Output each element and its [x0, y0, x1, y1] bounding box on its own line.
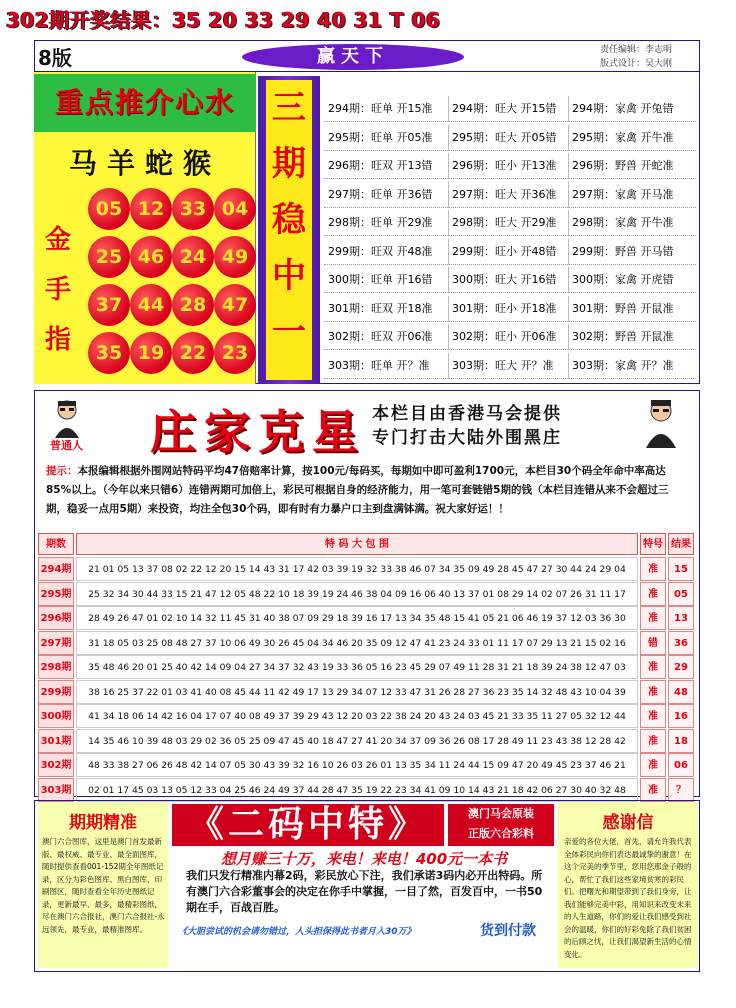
- history-cell: 301期：旺小 开18准: [452, 301, 557, 315]
- grid-row: [38, 631, 694, 655]
- number-ball: 46: [130, 236, 172, 278]
- number-ball: 05: [88, 188, 130, 230]
- history-row: [324, 210, 696, 236]
- grid-row: [38, 606, 694, 630]
- history-cell: 297期：旺大 开36准: [452, 187, 557, 201]
- hint-text: 本报编辑根据外围网站特码平均47倍赔率计算，按100元/每码买，每期如中即可盈利1700元，本栏目30个码全年命中率高达85%以上。（今年以来只错6）连错两期可加倍上，彩民可根据自身的经济能力，用一笔可套链错5期的钱（本栏目连错从来不会超过三期，稳妥一点用5期）来投资，均注全包30个码，即有时有力暴户口主到盘满钵满。祝大家好运！！: [46, 465, 669, 515]
- banker-title: 庄家克星: [150, 405, 366, 459]
- grid-cell-period: 301期: [38, 729, 74, 753]
- side-label-char: 金: [44, 225, 71, 255]
- history-cell: 303期：家禽 开？准: [572, 358, 674, 372]
- history-row: [324, 153, 696, 179]
- number-ball: 22: [172, 332, 214, 374]
- page-number: 8版: [38, 46, 72, 70]
- history-cell: 297期：旺单 开36错: [328, 187, 433, 201]
- grid-cell-res: 18: [668, 729, 694, 753]
- history-cell: 295期：旺大 开05错: [452, 130, 557, 144]
- history-cell: 298期：旺大 开29准: [452, 216, 557, 229]
- number-ball: 28: [172, 284, 214, 326]
- two-code-title: 《二码中特》: [172, 804, 444, 846]
- grid-cell-nums: 02 01 17 45 03 13 05 12 33 04 25 46 24 49 37 44 28 47 35 19 22 23 34 41 09 10 14 43 21 18 42 06 27 30 40 32 48: [76, 778, 638, 802]
- grid-cell-nums: 21 01 05 13 37 08 02 22 12 20 15 14 43 31 17 42 03 39 19 32 33 38 46 07 34 35 09 49 28 45 47 27 30 44 24 29 04: [76, 557, 638, 581]
- grid-cell-res: 48: [668, 680, 694, 704]
- grid-cell-mark: 准: [640, 778, 666, 802]
- grid-header-numbers: 特 码 大 包 围: [76, 533, 638, 555]
- column-divider: [448, 353, 449, 379]
- history-cell: 294期：家禽 开兔错: [572, 102, 674, 115]
- history-cell: 299期：旺小 开48错: [452, 244, 557, 258]
- grid-row: [38, 582, 694, 606]
- history-cell: 302期：野兽 开鼠准: [572, 330, 674, 343]
- number-ball: 33: [172, 188, 214, 230]
- two-code-warning: 《大胆尝试的机会请勿错过，人头担保得此书者月入30万》: [178, 927, 416, 937]
- grid-row: [38, 729, 694, 753]
- column-divider: [568, 353, 569, 379]
- history-row: [324, 353, 696, 379]
- macau-tag-line-1: 澳门马会原装: [468, 807, 534, 820]
- history-cell: 294期：旺大 开15错: [452, 102, 557, 115]
- person-right-icon: [644, 398, 678, 448]
- thanks-text: 亲爱的各位大佬，首先，请允许我代表全体彩民向你们表达最诚挚的谢意！在这个完美的季节里，您用您那金子般的心，帮忙了我们这些家境贫寒的彩民们。把曙光和期望带到了我们身旁，让我们能够完美中彩，用知识来改变未来的人生道路，你们的爱让我们感受到社会的温暖，你们的好彩免除了我们贫困的后顾之忧，让我们渴望新生活的心情变化。: [564, 837, 692, 959]
- number-ball: 25: [88, 236, 130, 278]
- masthead-title: 赢天下: [242, 44, 464, 70]
- grid-cell-nums: 14 35 46 10 39 48 03 29 02 36 05 25 09 47 45 40 18 47 27 41 20 34 37 09 36 26 08 17 28 49 11 23 43 38 12 28 42: [76, 729, 638, 753]
- grid-cell-mark: 准: [640, 753, 666, 777]
- grid-header-result: 结果: [668, 533, 694, 555]
- grid-cell-res: 15: [668, 557, 694, 581]
- grid-cell-mark: 准: [640, 557, 666, 581]
- thanks-title: 感谢信: [602, 813, 654, 833]
- column-divider: [568, 125, 569, 151]
- history-cell: 295期：家禽 开牛准: [572, 130, 674, 144]
- two-code-promo: 我们只发行精准内幕2码，彩民放心下注，我们承诺3码内必开出特码。所有澳门六合彩董事会的决定在你手中掌握，一目了然，百发百中，一书50期在手，百战百胜。: [186, 869, 543, 914]
- grid-row: [38, 557, 694, 581]
- tips-animals: 马羊蛇猴: [68, 147, 221, 180]
- grid-cell-mark: 准: [640, 729, 666, 753]
- banker-line-1: 本栏目由香港马会提供: [372, 404, 562, 424]
- column-divider: [568, 96, 569, 122]
- number-ball: 49: [214, 236, 256, 278]
- cash-on-delivery: 货到付款: [480, 923, 536, 939]
- side-label-char: 手: [44, 275, 71, 305]
- history-cell: 299期：野兽 开马错: [572, 244, 674, 258]
- grid-cell-period: 294期: [38, 557, 74, 581]
- column-divider: [448, 296, 449, 322]
- history-cell: 296期：野兽 开蛇准: [572, 159, 674, 172]
- number-ball: 37: [88, 284, 130, 326]
- history-cell: 300期：旺单 开16错: [328, 273, 433, 286]
- grid-cell-mark: 准: [640, 606, 666, 630]
- grid-header-special: 特号: [640, 533, 666, 555]
- history-cell: 294期：旺单 开15准: [328, 102, 433, 115]
- hint-label: 提示：: [46, 465, 78, 477]
- grid-row: [38, 680, 694, 704]
- grid-cell-period: 300期: [38, 704, 74, 728]
- history-cell: 296期：旺双 开13错: [328, 159, 433, 172]
- sanqi-char: 中: [272, 256, 306, 296]
- grid-cell-period: 303期: [38, 778, 74, 802]
- banker-line-2: 专门打击大陆外围黑庄: [372, 428, 562, 448]
- grid-row: [38, 778, 694, 802]
- number-ball: 24: [172, 236, 214, 278]
- grid-cell-period: 298期: [38, 655, 74, 679]
- grid-cell-nums: 31 18 05 03 25 08 48 27 37 10 06 49 30 26 45 04 34 46 20 35 09 12 47 41 23 24 33 01 11 17 07 29 13 21 15 02 16: [76, 631, 638, 655]
- grid-cell-res: 05: [668, 582, 694, 606]
- grid-cell-res: 36: [668, 631, 694, 655]
- grid-cell-mark: 准: [640, 680, 666, 704]
- grid-cell-mark: 准: [640, 704, 666, 728]
- draw-result-headline: 302期开奖结果：35 20 33 29 40 31 T 06: [6, 8, 441, 32]
- grid-cell-nums: 28 49 26 47 01 02 10 14 32 11 45 31 40 38 07 09 29 18 39 16 17 13 34 35 48 15 41 05 21 06 46 19 37 12 03 36 30: [76, 606, 638, 630]
- grid-cell-period: 295期: [38, 582, 74, 606]
- column-divider: [568, 153, 569, 179]
- history-cell: 297期：家禽 开马准: [572, 187, 674, 201]
- history-row: [324, 182, 696, 208]
- history-row: [324, 96, 696, 122]
- sanqi-char: 稳: [272, 200, 306, 240]
- hint-paragraph: [46, 462, 686, 519]
- grid-cell-period: 299期: [38, 680, 74, 704]
- grid-row: [38, 655, 694, 679]
- sanqi-text: [266, 80, 312, 380]
- grid-cell-nums: 48 33 38 27 06 26 48 42 14 07 05 30 43 39 32 16 10 26 03 26 01 13 35 34 11 24 44 15 09 47 20 49 45 23 37 46 21: [76, 753, 638, 777]
- column-divider: [448, 239, 449, 265]
- history-cell: 302期：旺小 开06准: [452, 330, 557, 343]
- history-cell: 299期：旺双 开48准: [328, 244, 433, 258]
- history-cell: 296期：旺小 开13准: [452, 159, 557, 172]
- accuracy-text: 澳门六合图库，这里是澳门首发最新版、最权威、最专业、最全面图库，随时提供查看001-152期全年图纸记录，区分为彩色图库、黑白图库、印刷图区，随时查看全年历史图纸记录，更新最早、最多，最精彩图纸，尽在澳门六合报社，澳门六合报社-永远领先，最专业，最精准图库。: [42, 837, 165, 934]
- designer-line: 版式设计：吴大刚: [600, 59, 673, 69]
- history-cell: 295期：旺单 开05准: [328, 130, 433, 144]
- sanqi-char: 一: [272, 312, 306, 352]
- grid-cell-nums: 41 34 18 06 14 42 16 04 17 07 40 08 49 37 39 29 43 12 20 03 22 38 24 20 43 24 03 45 21 33 35 11 27 05 32 12 44: [76, 704, 638, 728]
- grid-cell-mark: 准: [640, 582, 666, 606]
- history-cell: 303期：旺大 开？准: [452, 358, 554, 372]
- history-cell: 300期：家禽 开虎错: [572, 273, 674, 286]
- column-divider: [568, 296, 569, 322]
- golden-finger-label: [40, 215, 76, 365]
- column-divider: [448, 96, 449, 122]
- history-cell: 301期：野兽 开鼠准: [572, 301, 674, 315]
- grid-cell-res: 29: [668, 655, 694, 679]
- side-label-char: 指: [44, 325, 71, 355]
- column-divider: [448, 182, 449, 208]
- ordinary-person-badge: 普通人: [50, 439, 83, 452]
- history-row: [324, 296, 696, 322]
- column-divider: [568, 182, 569, 208]
- number-ball: 12: [130, 188, 172, 230]
- number-ball: 44: [130, 284, 172, 326]
- grid-cell-res: ？: [668, 778, 694, 802]
- accuracy-title: 期期精准: [69, 813, 137, 833]
- grid-row: [38, 704, 694, 728]
- history-table: [324, 96, 696, 382]
- grid-cell-nums: 35 48 46 20 01 25 40 42 14 09 04 27 34 37 32 43 19 33 36 05 16 23 45 29 07 49 11 28 31 21 18 39 24 38 12 47 03: [76, 655, 638, 679]
- column-divider: [448, 153, 449, 179]
- column-divider: [448, 324, 449, 350]
- history-cell: 301期：旺双 开18准: [328, 301, 433, 315]
- grid-cell-period: 297期: [38, 631, 74, 655]
- column-divider: [568, 239, 569, 265]
- column-divider: [448, 267, 449, 293]
- number-ball: 04: [214, 188, 256, 230]
- history-cell: 302期：旺双 开06准: [328, 330, 433, 343]
- history-row: [324, 239, 696, 265]
- grid-row: [38, 753, 694, 777]
- column-divider: [568, 210, 569, 236]
- grid-cell-period: 296期: [38, 606, 74, 630]
- grid-cell-res: 13: [668, 606, 694, 630]
- sanqi-char: 期: [272, 144, 306, 184]
- tips-title: 重点推介心水: [34, 74, 256, 132]
- number-ball: 19: [130, 332, 172, 374]
- grid-cell-nums: 38 16 25 37 22 01 03 41 40 08 45 44 11 42 49 17 13 29 34 07 12 33 47 31 26 28 27 36 23 35 14 32 48 43 10 04 39: [76, 680, 638, 704]
- sanqi-char: 三: [272, 88, 306, 128]
- grid-cell-nums: 25 32 34 30 44 33 15 21 47 12 05 48 22 10 18 39 19 24 46 38 04 09 16 06 40 13 37 01 08 29 14 02 07 26 31 11 17: [76, 582, 638, 606]
- editor-credits: [600, 43, 672, 71]
- history-row: [324, 324, 696, 350]
- grid-header-period: 期数: [38, 533, 74, 555]
- editor-line: 责任编辑：李志明: [600, 45, 673, 55]
- column-divider: [568, 324, 569, 350]
- history-cell: 303期：旺单 开？准: [328, 358, 430, 372]
- grid-cell-res: 06: [668, 753, 694, 777]
- number-ball: 47: [214, 284, 256, 326]
- column-divider: [448, 125, 449, 151]
- grid-cell-mark: 准: [640, 655, 666, 679]
- number-ball: 35: [88, 332, 130, 374]
- history-cell: 300期：旺大 开16错: [452, 273, 557, 286]
- history-cell: 298期：家禽 开牛准: [572, 216, 674, 229]
- two-code-slogan: 想月赚三十万，来电！来电！400元一本书: [220, 850, 508, 868]
- history-row: [324, 125, 696, 151]
- grid-cell-mark: 错: [640, 631, 666, 655]
- grid-cell-period: 302期: [38, 753, 74, 777]
- macau-tag-line-2: 正版六合彩料: [468, 827, 534, 840]
- number-ball: 23: [214, 332, 256, 374]
- banker-subtitle: [372, 402, 562, 450]
- macau-tag: [448, 804, 554, 846]
- grid-cell-res: 16: [668, 704, 694, 728]
- history-row: [324, 267, 696, 293]
- person-left-icon: [52, 398, 82, 438]
- history-cell: 298期：旺单 开29准: [328, 216, 433, 229]
- column-divider: [568, 267, 569, 293]
- column-divider: [448, 210, 449, 236]
